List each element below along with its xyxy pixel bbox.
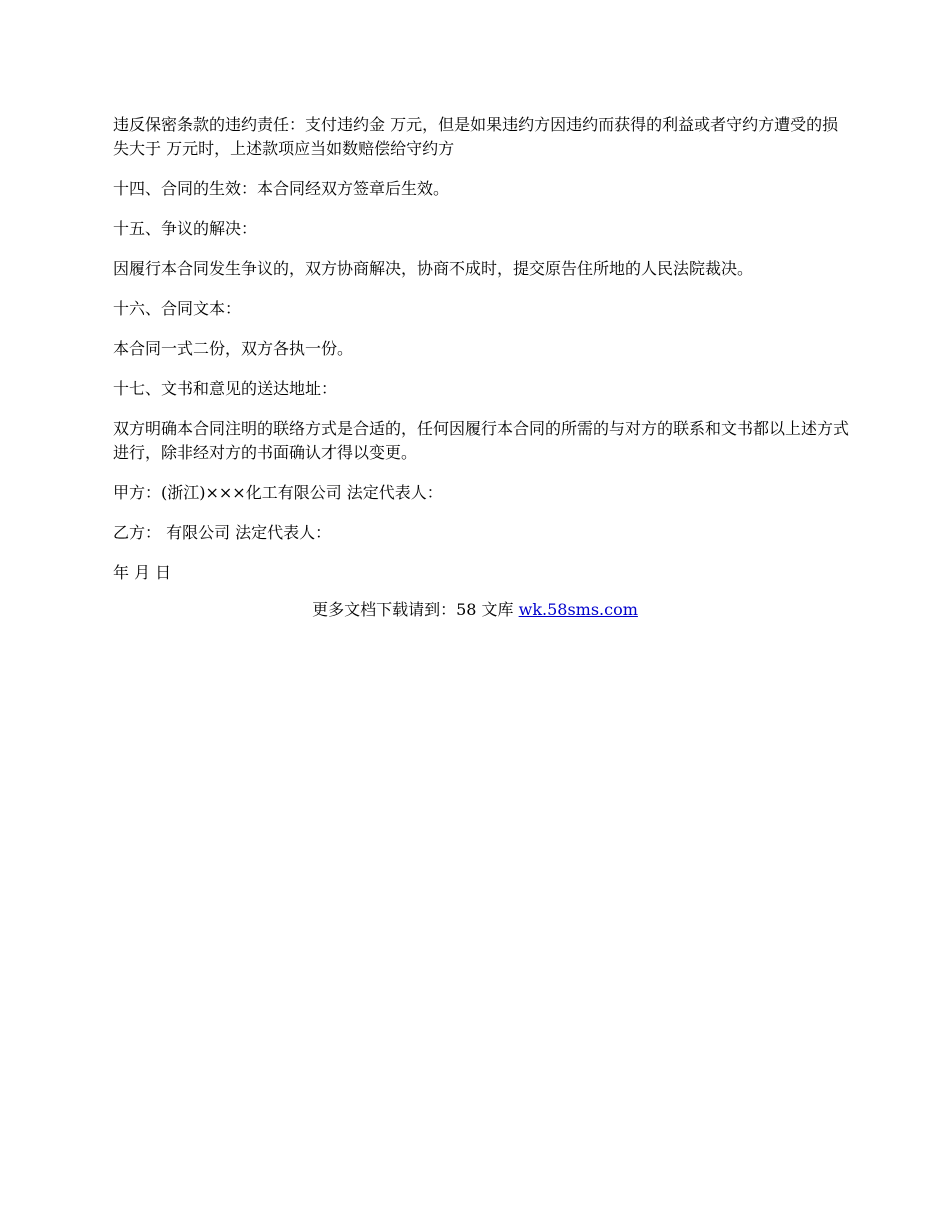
party-b-signature-line: 乙方： 有限公司 法定代表人： <box>113 523 332 542</box>
paragraph-confidentiality-liability: 违反保密条款的违约责任：支付违约金 万元，但是如果违约方因违约而获得的利益或者守约方遭受的损失大于 万元时，上述款项应当如数赔偿给守约方 <box>113 115 839 158</box>
paragraph-contract-effect: 十四、合同的生效：本合同经双方签章后生效。 <box>113 179 450 198</box>
paragraph-dispute-resolution: 因履行本合同发生争议的，双方协商解决，协商不成时，提交原告住所地的人民法院裁决。 <box>113 259 754 278</box>
paragraph-contract-copies: 本合同一式二份，双方各执一份。 <box>113 339 354 358</box>
document-body <box>113 113 853 601</box>
footer-text: 更多文档下载请到：58 文库 <box>312 600 519 619</box>
date-line: 年 月 日 <box>113 563 172 582</box>
footer-link[interactable]: wk.58sms.com <box>518 600 638 619</box>
heading-dispute-resolution: 十五、争议的解决： <box>113 219 258 238</box>
download-footer <box>0 598 950 622</box>
paragraph-delivery-address: 双方明确本合同注明的联络方式是合适的，任何因履行本合同的所需的与对方的联系和文书都以上述方式进行，除非经对方的书面确认才得以变更。 <box>113 419 850 462</box>
heading-delivery-address: 十七、文书和意见的送达地址： <box>113 379 338 398</box>
party-a-signature-line: 甲方：(浙江)×××化工有限公司 法定代表人： <box>113 483 443 502</box>
heading-contract-copies: 十六、合同文本： <box>113 299 242 318</box>
